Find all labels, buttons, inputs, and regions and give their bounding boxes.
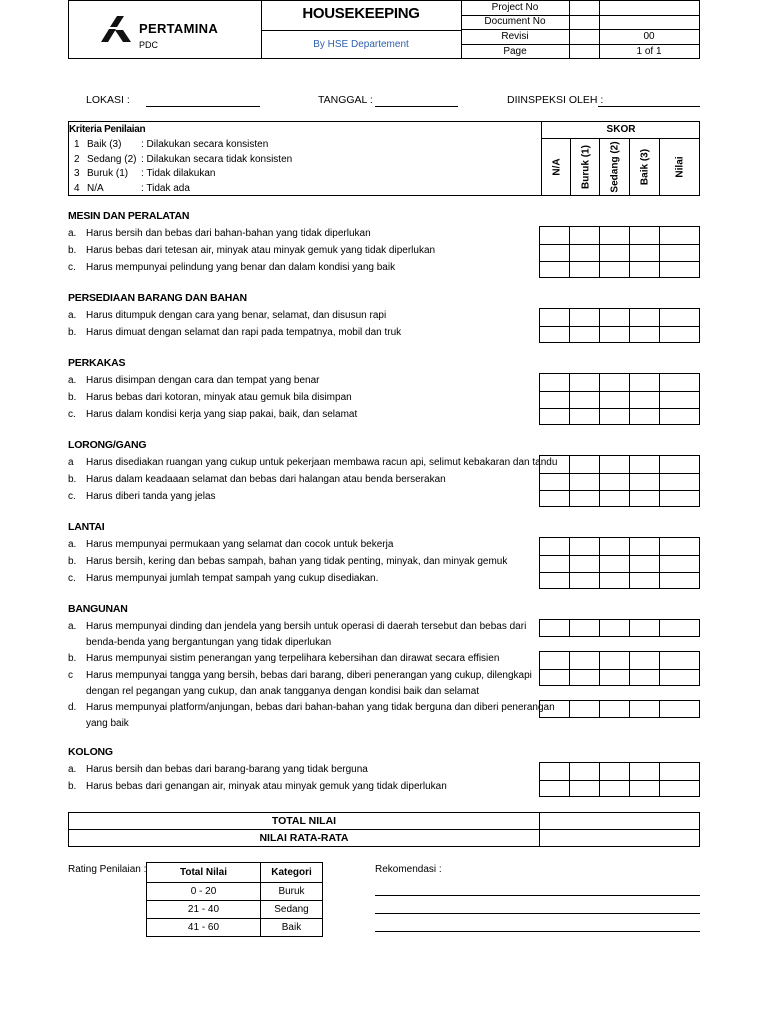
criteria-label: Sedang (2) [87, 153, 137, 165]
page-label: Page [503, 46, 527, 57]
item-key: c. [68, 491, 76, 502]
rating-range: 41 - 60 [147, 919, 261, 937]
rekomendasi-line[interactable] [375, 895, 700, 896]
skor-col-na: N/A [551, 157, 562, 176]
item-key: d. [68, 702, 77, 713]
section-title: KOLONG [68, 746, 113, 758]
rating-header-total: Total Nilai [147, 863, 261, 883]
page-value: 1 of 1 [636, 46, 662, 57]
criteria-box [68, 121, 700, 196]
item-key: b. [68, 392, 77, 403]
rekomendasi-line[interactable] [375, 913, 700, 914]
item-text: Harus bebas dari kotoran, minyak atau gemuk bila disimpan [86, 392, 352, 403]
item-text: yang baik [86, 718, 129, 729]
item-text: Harus mempunyai sistim penerangan yang terpelihara kebersihan dan dirawat secara effisien [86, 653, 500, 664]
document-no-label: Document No [484, 16, 546, 27]
item-text: dengan rel pegangan yang cukup, dan anak tangganya dengan kondisi baik dan selamat [86, 686, 480, 697]
item-text: Harus bersih dan bebas dari barang-barang yang tidak berguna [86, 764, 368, 775]
item-key: c. [68, 573, 76, 584]
item-text: Harus disimpan dengan cara dan tempat yang benar [86, 375, 320, 386]
item-key: b. [68, 327, 77, 338]
criteria-number: 2 [74, 153, 80, 165]
item-text: Harus bebas dari genangan air, minyak atau minyak gemuk yang tidak diperlukan [86, 781, 447, 792]
item-text: Harus disediakan ruangan yang cukup untuk pekerjaan membawa racun api, selimut kebakaran dan tandu [86, 457, 558, 468]
pertamina-logo-icon [97, 13, 133, 43]
item-text: benda-benda yang bergantungan yang tidak diperlukan [86, 637, 332, 648]
item-text: Harus dimuat dengan selamat dan rapi pada tempatnya, mobil dan truk [86, 327, 402, 338]
totals-box [68, 812, 700, 847]
score-grid[interactable] [539, 619, 700, 637]
document-header [68, 0, 700, 59]
skor-header: SKOR [541, 122, 700, 139]
rating-range: 21 - 40 [147, 901, 261, 919]
criteria-number: 3 [74, 168, 80, 179]
item-key: c. [68, 262, 76, 273]
lokasi-field[interactable] [146, 106, 260, 107]
item-key: b. [68, 474, 77, 485]
nilai-rata-rata-label: NILAI RATA-RATA [69, 830, 540, 846]
item-text: Harus bersih dan bebas dari bahan-bahan yang tidak diperlukan [86, 228, 371, 239]
item-key: a [68, 457, 74, 468]
rating-header-kategori: Kategori [261, 863, 323, 883]
item-text: Harus mempunyai tangga yang bersih, bebas dari barang, diberi penerangan yang cukup, dilengkapi [86, 670, 532, 681]
item-text: Harus mempunyai dinding dan jendela yang bersih untuk operasi di daerah tersebut dan bebas dari [86, 621, 527, 632]
item-text: Harus bersih, kering dan bebas sampah, bahan yang tidak penting, minyak, dan minyak gemuk [86, 556, 508, 567]
document-subtitle: By HSE Departement [313, 39, 409, 50]
section-title: MESIN DAN PERALATAN [68, 210, 190, 222]
item-text: Harus ditumpuk dengan cara yang benar, selamat, dan disusun rapi [86, 310, 387, 321]
score-grid[interactable] [539, 700, 700, 718]
section-title: BANGUNAN [68, 603, 128, 615]
item-key: b. [68, 245, 77, 256]
rating-category: Baik [261, 919, 323, 937]
score-grid[interactable] [539, 308, 700, 343]
skor-col-baik: Baik (3) [639, 148, 651, 185]
table-row [147, 919, 323, 937]
section-title: LORONG/GANG [68, 439, 147, 451]
rating-category: Buruk [261, 883, 323, 901]
item-text: Harus bebas dari tetesan air, minyak atau minyak gemuk yang tidak diperlukan [86, 245, 436, 256]
score-grid[interactable] [539, 537, 700, 589]
criteria-description: : Dilakukan secara konsisten [141, 139, 269, 150]
rekomendasi-label: Rekomendasi : [375, 864, 442, 875]
table-row [147, 883, 323, 901]
project-no-label: Project No [491, 2, 539, 13]
criteria-description: : Tidak ada [141, 182, 190, 194]
item-text: Harus mempunyai pelindung yang benar dan dalam kondisi yang baik [86, 262, 396, 273]
item-key: c. [68, 409, 76, 420]
criteria-number: 1 [74, 139, 80, 150]
item-text: Harus mempunyai permukaan yang selamat dan cocok untuk bekerja [86, 539, 394, 550]
revisi-label: Revisi [501, 31, 529, 42]
item-key: a. [68, 764, 77, 775]
table-row [147, 901, 323, 919]
item-text: Harus mempunyai jumlah tempat sampah yang cukup disediakan. [86, 573, 379, 584]
skor-col-sedang: Sedang (2) [609, 140, 621, 193]
rating-category: Sedang [261, 901, 323, 919]
criteria-label: N/A [87, 182, 104, 194]
score-grid[interactable] [539, 762, 700, 797]
score-grid[interactable] [539, 455, 700, 507]
criteria-title: Kriteria Penilaian [69, 124, 146, 135]
item-text: Harus dalam kondisi kerja yang siap pakai, baik, dan selamat [86, 409, 358, 420]
item-key: a. [68, 621, 77, 632]
item-key: b. [68, 653, 77, 664]
diinspeksi-field[interactable] [598, 106, 700, 107]
criteria-description: : Tidak dilakukan [141, 168, 216, 179]
section-title: PERSEDIAAN BARANG DAN BAHAN [68, 292, 247, 304]
skor-col-nilai: Nilai [674, 155, 686, 178]
criteria-label: Buruk (1) [87, 168, 129, 179]
skor-col-buruk: Buruk (1) [580, 144, 591, 189]
brand-name: PERTAMINA [139, 21, 219, 36]
nilai-rata-rata-value[interactable] [540, 830, 700, 846]
item-key: a. [68, 310, 77, 321]
criteria-number: 4 [74, 182, 80, 194]
rating-table [146, 862, 323, 937]
document-title: HOUSEKEEPING [302, 5, 420, 22]
item-key: a. [68, 539, 77, 550]
tanggal-field[interactable] [375, 106, 458, 107]
score-grid[interactable] [539, 651, 700, 686]
revisi-value: 00 [643, 31, 655, 42]
item-text: Harus dalam keadaaan selamat dan bebas dari halangan atau benda berserakan [86, 474, 446, 485]
criteria-label: Baik (3) [87, 139, 122, 150]
lokasi-label: LOKASI : [86, 94, 130, 106]
item-key: b. [68, 556, 77, 567]
score-grid[interactable] [539, 226, 700, 278]
score-grid[interactable] [539, 373, 700, 425]
rating-range: 0 - 20 [147, 883, 261, 901]
section-title: LANTAI [68, 521, 105, 533]
item-text: Harus diberi tanda yang jelas [86, 491, 216, 502]
tanggal-label: TANGGAL : [318, 94, 373, 106]
total-nilai-label: TOTAL NILAI [69, 813, 540, 830]
section-title: PERKAKAS [68, 357, 126, 369]
rekomendasi-line[interactable] [375, 931, 700, 932]
rating-label: Rating Penilaian : [68, 864, 147, 875]
item-key: c [68, 670, 73, 681]
item-key: a. [68, 375, 77, 386]
brand-sub: PDC [139, 40, 159, 50]
item-key: b. [68, 781, 77, 792]
item-text: Harus mempunyai platform/anjungan, bebas dari bahan-bahan yang tidak berguna dan diberi penerangan [86, 702, 555, 713]
diinspeksi-label: DIINSPEKSI OLEH : [507, 94, 604, 106]
criteria-description: : Dilakukan secara tidak konsisten [141, 153, 293, 165]
item-key: a. [68, 228, 77, 239]
total-nilai-value[interactable] [540, 813, 700, 829]
